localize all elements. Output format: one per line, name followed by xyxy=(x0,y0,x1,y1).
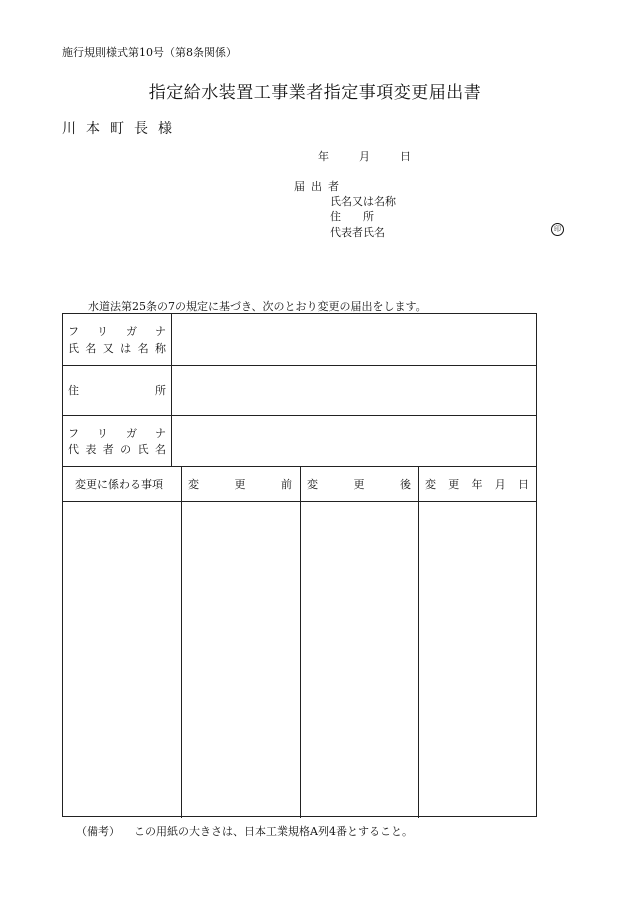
header-before: 変 更 前 xyxy=(188,478,292,491)
addressee: 川本町長様 xyxy=(62,121,182,137)
date-day: 日 xyxy=(400,150,411,163)
document-title: 指定給水装置工事業者指定事項変更届出書 xyxy=(148,83,482,103)
column-divider xyxy=(181,466,182,818)
date-line xyxy=(318,148,411,164)
remarks xyxy=(76,823,413,839)
notifier-representative-label: 代表者氏名 xyxy=(330,226,385,239)
notifier-name-label: 氏名又は名称 xyxy=(330,195,396,208)
notifier-heading: 届出者 xyxy=(294,180,345,193)
representative-label: 代 表 者 の 氏 名 xyxy=(68,443,166,456)
date-month: 月 xyxy=(359,150,370,163)
remarks-text: この用紙の大きさは、日本工業規格A列4番とすること。 xyxy=(134,825,413,838)
header-after: 変 更 後 xyxy=(307,478,411,491)
column-divider xyxy=(300,466,301,818)
intro-text: 水道法第25条の7の規定に基づき、次のとおり変更の届出をします。 xyxy=(88,300,427,313)
header-matter: 変更に係わる事項 xyxy=(75,478,163,491)
seal-mark: 印 xyxy=(551,223,564,236)
notifier-address-label: 住 所 xyxy=(330,210,374,223)
remarks-label: （備考） xyxy=(76,825,120,838)
header-change-date: 変 更 年 月 日 xyxy=(425,478,529,491)
date-year: 年 xyxy=(318,150,329,163)
label-column-divider xyxy=(171,314,172,466)
form-number: 施行規則様式第10号（第8条関係） xyxy=(62,46,237,59)
address-label: 住 所 xyxy=(68,384,166,397)
furigana-label-2: フ リ ガ ナ xyxy=(68,427,166,440)
column-divider xyxy=(418,466,419,818)
furigana-label-1: フ リ ガ ナ xyxy=(68,325,166,338)
row-divider xyxy=(63,365,536,366)
row-divider xyxy=(63,415,536,416)
name-label: 氏 名 又 は 名 称 xyxy=(68,342,166,355)
